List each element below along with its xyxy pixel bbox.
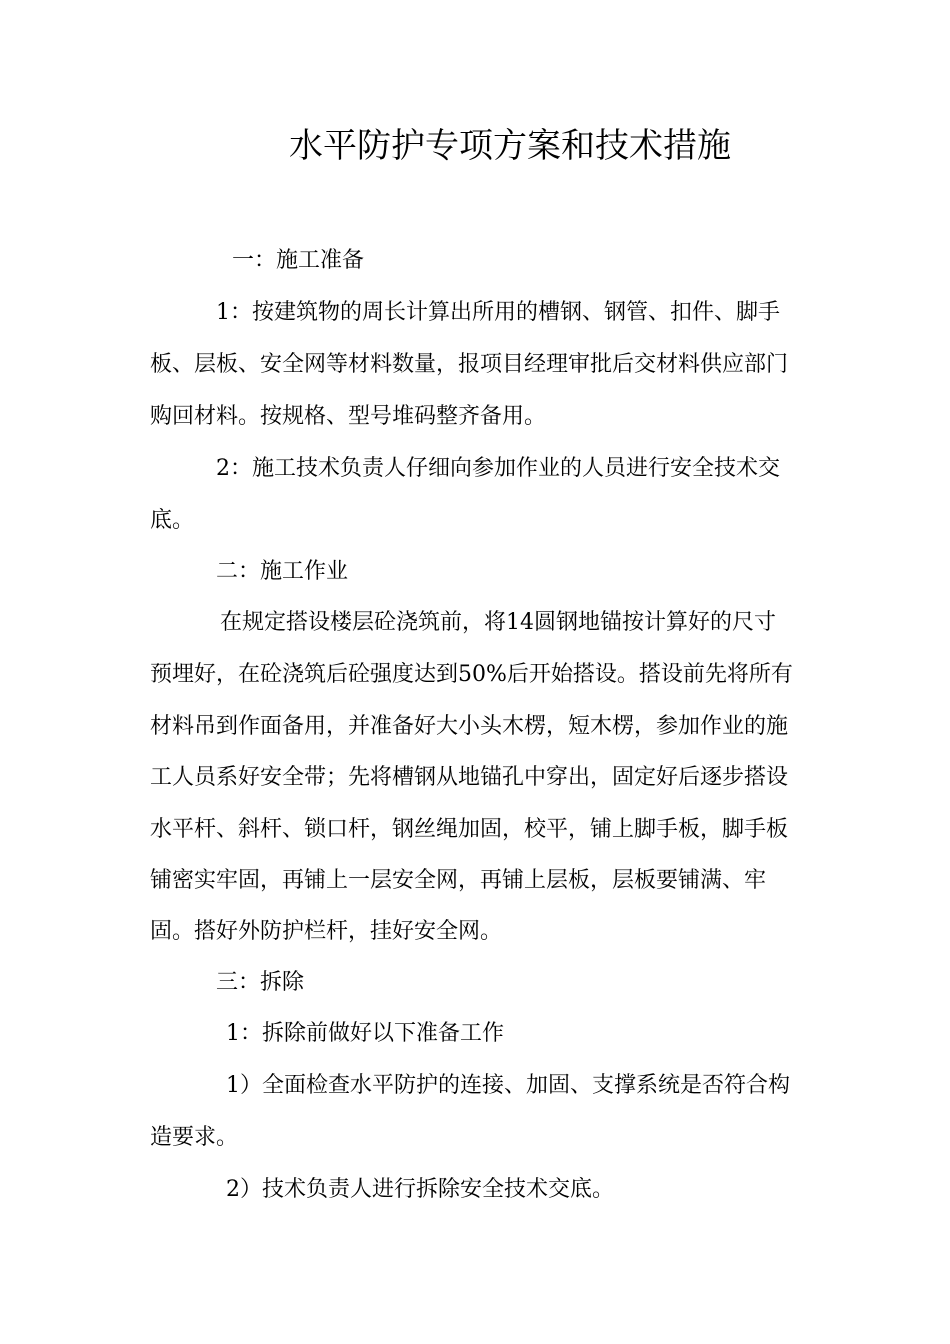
paragraph-line: 预埋好，在砼浇筑后砼强度达到50%后开始搭设。搭设前先将所有 — [150, 662, 793, 687]
paragraph-line: 固。搭好外防护栏杆，挂好安全网。 — [150, 919, 503, 944]
paragraph-line: 1）全面检查水平防护的连接、加固、支撑系统是否符合构 — [226, 1073, 790, 1098]
document-title: 水平防护专项方案和技术措施 — [289, 126, 731, 166]
paragraph-line: 在规定搭设楼层砼浇筑前，将14圆钢地锚按计算好的尺寸 — [220, 610, 776, 635]
paragraph-line: 板、层板、安全网等材料数量，报项目经理审批后交材料供应部门 — [150, 352, 789, 377]
paragraph-line: 铺密实牢固，再铺上一层安全网，再铺上层板，层板要铺满、牢 — [150, 868, 767, 893]
paragraph-line: 水平杆、斜杆、锁口杆，钢丝绳加固，校平，铺上脚手板，脚手板 — [150, 817, 789, 842]
paragraph-line: 工人员系好安全带；先将槽钢从地锚孔中穿出，固定好后逐步搭设 — [150, 765, 789, 790]
paragraph-line: 材料吊到作面备用，并准备好大小头木楞，短木楞，参加作业的施 — [150, 714, 789, 739]
paragraph-line: 购回材料。按规格、型号堆码整齐备用。 — [150, 404, 547, 429]
section-heading-preparation: 一：施工准备 — [232, 248, 365, 273]
paragraph-line: 2）技术负责人进行拆除安全技术交底。 — [226, 1177, 614, 1202]
section-heading-operation: 二：施工作业 — [216, 559, 349, 584]
paragraph-line: 造要求。 — [150, 1125, 239, 1150]
paragraph-line: 2：施工技术负责人仔细向参加作业的人员进行安全技术交 — [216, 456, 780, 481]
section-heading-removal: 三：拆除 — [216, 970, 305, 995]
paragraph-line: 1：拆除前做好以下准备工作 — [226, 1021, 504, 1046]
paragraph-line: 底。 — [150, 508, 195, 533]
paragraph-line: 1：按建筑物的周长计算出所用的槽钢、钢管、扣件、脚手 — [216, 300, 780, 325]
